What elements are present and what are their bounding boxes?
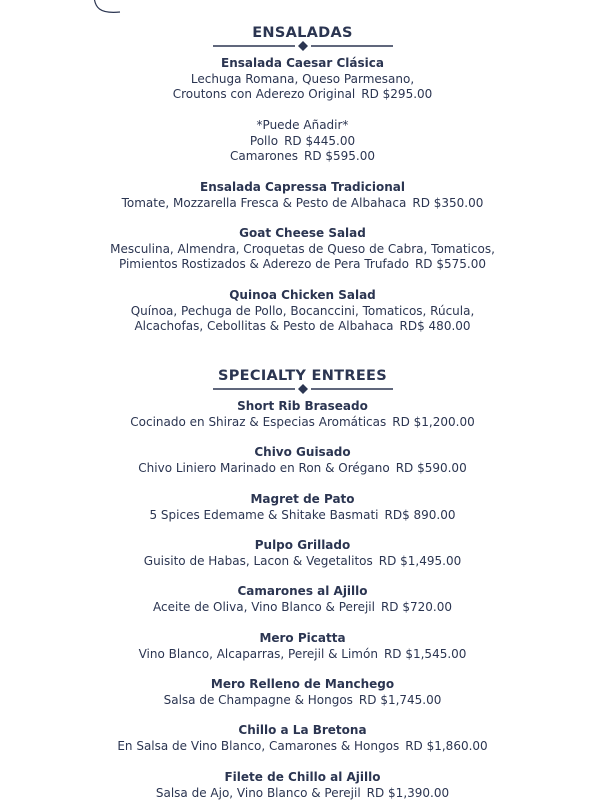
item-name: Goat Cheese Salad bbox=[239, 226, 366, 240]
menu-item bbox=[0, 538, 605, 569]
item-price: RD $1,495.00 bbox=[378, 553, 462, 568]
item-desc: Guisito de Habas, Lacon & Vegetalitos RD $1,495.00 bbox=[143, 553, 462, 568]
corner-decoration bbox=[86, 0, 122, 22]
item-name: Quinoa Chicken Salad bbox=[229, 288, 376, 302]
item-name: Filete de Chillo al Ajillo bbox=[224, 770, 381, 784]
item-desc: Croutons con Aderezo Original RD $295.00 bbox=[172, 87, 433, 101]
menu-item bbox=[0, 770, 605, 801]
item-desc: Mesculina, Almendra, Croquetas de Queso de Cabra, Tomaticos, bbox=[110, 241, 495, 256]
item-price: RD $1,200.00 bbox=[392, 414, 475, 429]
item-desc: En Salsa de Vino Blanco, Camarones & Hongos RD $1,860.00 bbox=[117, 738, 488, 753]
item-name: Camarones al Ajillo bbox=[237, 584, 368, 598]
item-name: Short Rib Braseado bbox=[237, 399, 368, 413]
item-name: Chivo Guisado bbox=[254, 445, 351, 459]
item-desc: Alcachofas, Cebollitas & Pesto de Albahaca RD$ 480.00 bbox=[134, 319, 471, 333]
menu-item bbox=[0, 56, 605, 103]
item-price: RD $350.00 bbox=[412, 195, 484, 210]
ornament-divider bbox=[213, 40, 393, 52]
section-title-ensaladas: ENSALADAS bbox=[252, 25, 353, 41]
menu-item bbox=[0, 226, 605, 273]
menu-item bbox=[0, 631, 605, 662]
addon-row: Camarones RD $595.00 bbox=[229, 149, 376, 163]
item-desc: Vino Blanco, Alcaparras, Perejil & Limón RD $1,545.00 bbox=[138, 646, 467, 661]
item-price: RD $575.00 bbox=[414, 257, 486, 271]
item-desc: Tomate, Mozzarella Fresca & Pesto de Albahaca RD $350.00 bbox=[121, 195, 484, 210]
section-title-specialty-entrees: SPECIALTY ENTREES bbox=[218, 368, 387, 384]
menu-item bbox=[0, 584, 605, 615]
item-desc: Chivo Liniero Marinado en Ron & Orégano RD $590.00 bbox=[138, 460, 467, 475]
item-price: RD$ 480.00 bbox=[399, 319, 471, 333]
item-name: Mero Picatta bbox=[259, 631, 346, 645]
menu-item bbox=[0, 445, 605, 476]
item-name: Chillo a La Bretona bbox=[238, 723, 367, 737]
item-price: RD $595.00 bbox=[304, 149, 376, 163]
item-name: Ensalada Capressa Tradicional bbox=[200, 180, 405, 194]
item-name: Magret de Pato bbox=[250, 492, 355, 506]
item-name: Mero Relleno de Manchego bbox=[210, 677, 395, 691]
item-desc: Pimientos Rostizados & Aderezo de Pera Trufado RD $575.00 bbox=[119, 257, 486, 271]
item-price: RD $445.00 bbox=[284, 133, 356, 148]
item-desc: Lechuga Romana, Queso Parmesano, bbox=[190, 71, 415, 86]
menu-item bbox=[0, 399, 605, 430]
addons-header: *Puede Añadir* bbox=[256, 118, 349, 132]
item-price: RD $1,860.00 bbox=[405, 738, 488, 753]
ornament-divider bbox=[213, 383, 393, 395]
item-desc: 5 Spices Edemame & Shitake Basmati RD$ 890.00 bbox=[149, 507, 456, 522]
item-desc: Salsa de Champagne & Hongos RD $1,745.00 bbox=[163, 692, 442, 707]
item-desc: Salsa de Ajo, Vino Blanco & Perejil RD $1,390.00 bbox=[155, 785, 450, 800]
menu-item bbox=[0, 288, 605, 335]
item-name: Pulpo Grillado bbox=[254, 538, 351, 552]
menu-item bbox=[0, 180, 605, 211]
item-price: RD $295.00 bbox=[361, 87, 433, 101]
item-price: RD$ 890.00 bbox=[384, 507, 456, 522]
item-price: RD $1,545.00 bbox=[383, 646, 467, 661]
menu-item-addons bbox=[0, 118, 605, 165]
item-name: Ensalada Caesar Clásica bbox=[221, 56, 384, 70]
menu-item bbox=[0, 677, 605, 708]
menu-item bbox=[0, 492, 605, 523]
item-desc: Aceite de Oliva, Vino Blanco & Perejil RD $720.00 bbox=[153, 599, 452, 614]
item-desc: Quínoa, Pechuga de Pollo, Bocanccini, Tomaticos, Rúcula, bbox=[130, 303, 475, 318]
menu-item bbox=[0, 723, 605, 754]
item-price: RD $590.00 bbox=[395, 460, 467, 475]
item-desc: Cocinado en Shiraz & Especias Aromáticas RD $1,200.00 bbox=[130, 414, 475, 429]
item-price: RD $720.00 bbox=[380, 599, 452, 614]
addon-row: Pollo RD $445.00 bbox=[249, 133, 356, 148]
item-price: RD $1,390.00 bbox=[366, 785, 450, 800]
item-price: RD $1,745.00 bbox=[358, 692, 442, 707]
